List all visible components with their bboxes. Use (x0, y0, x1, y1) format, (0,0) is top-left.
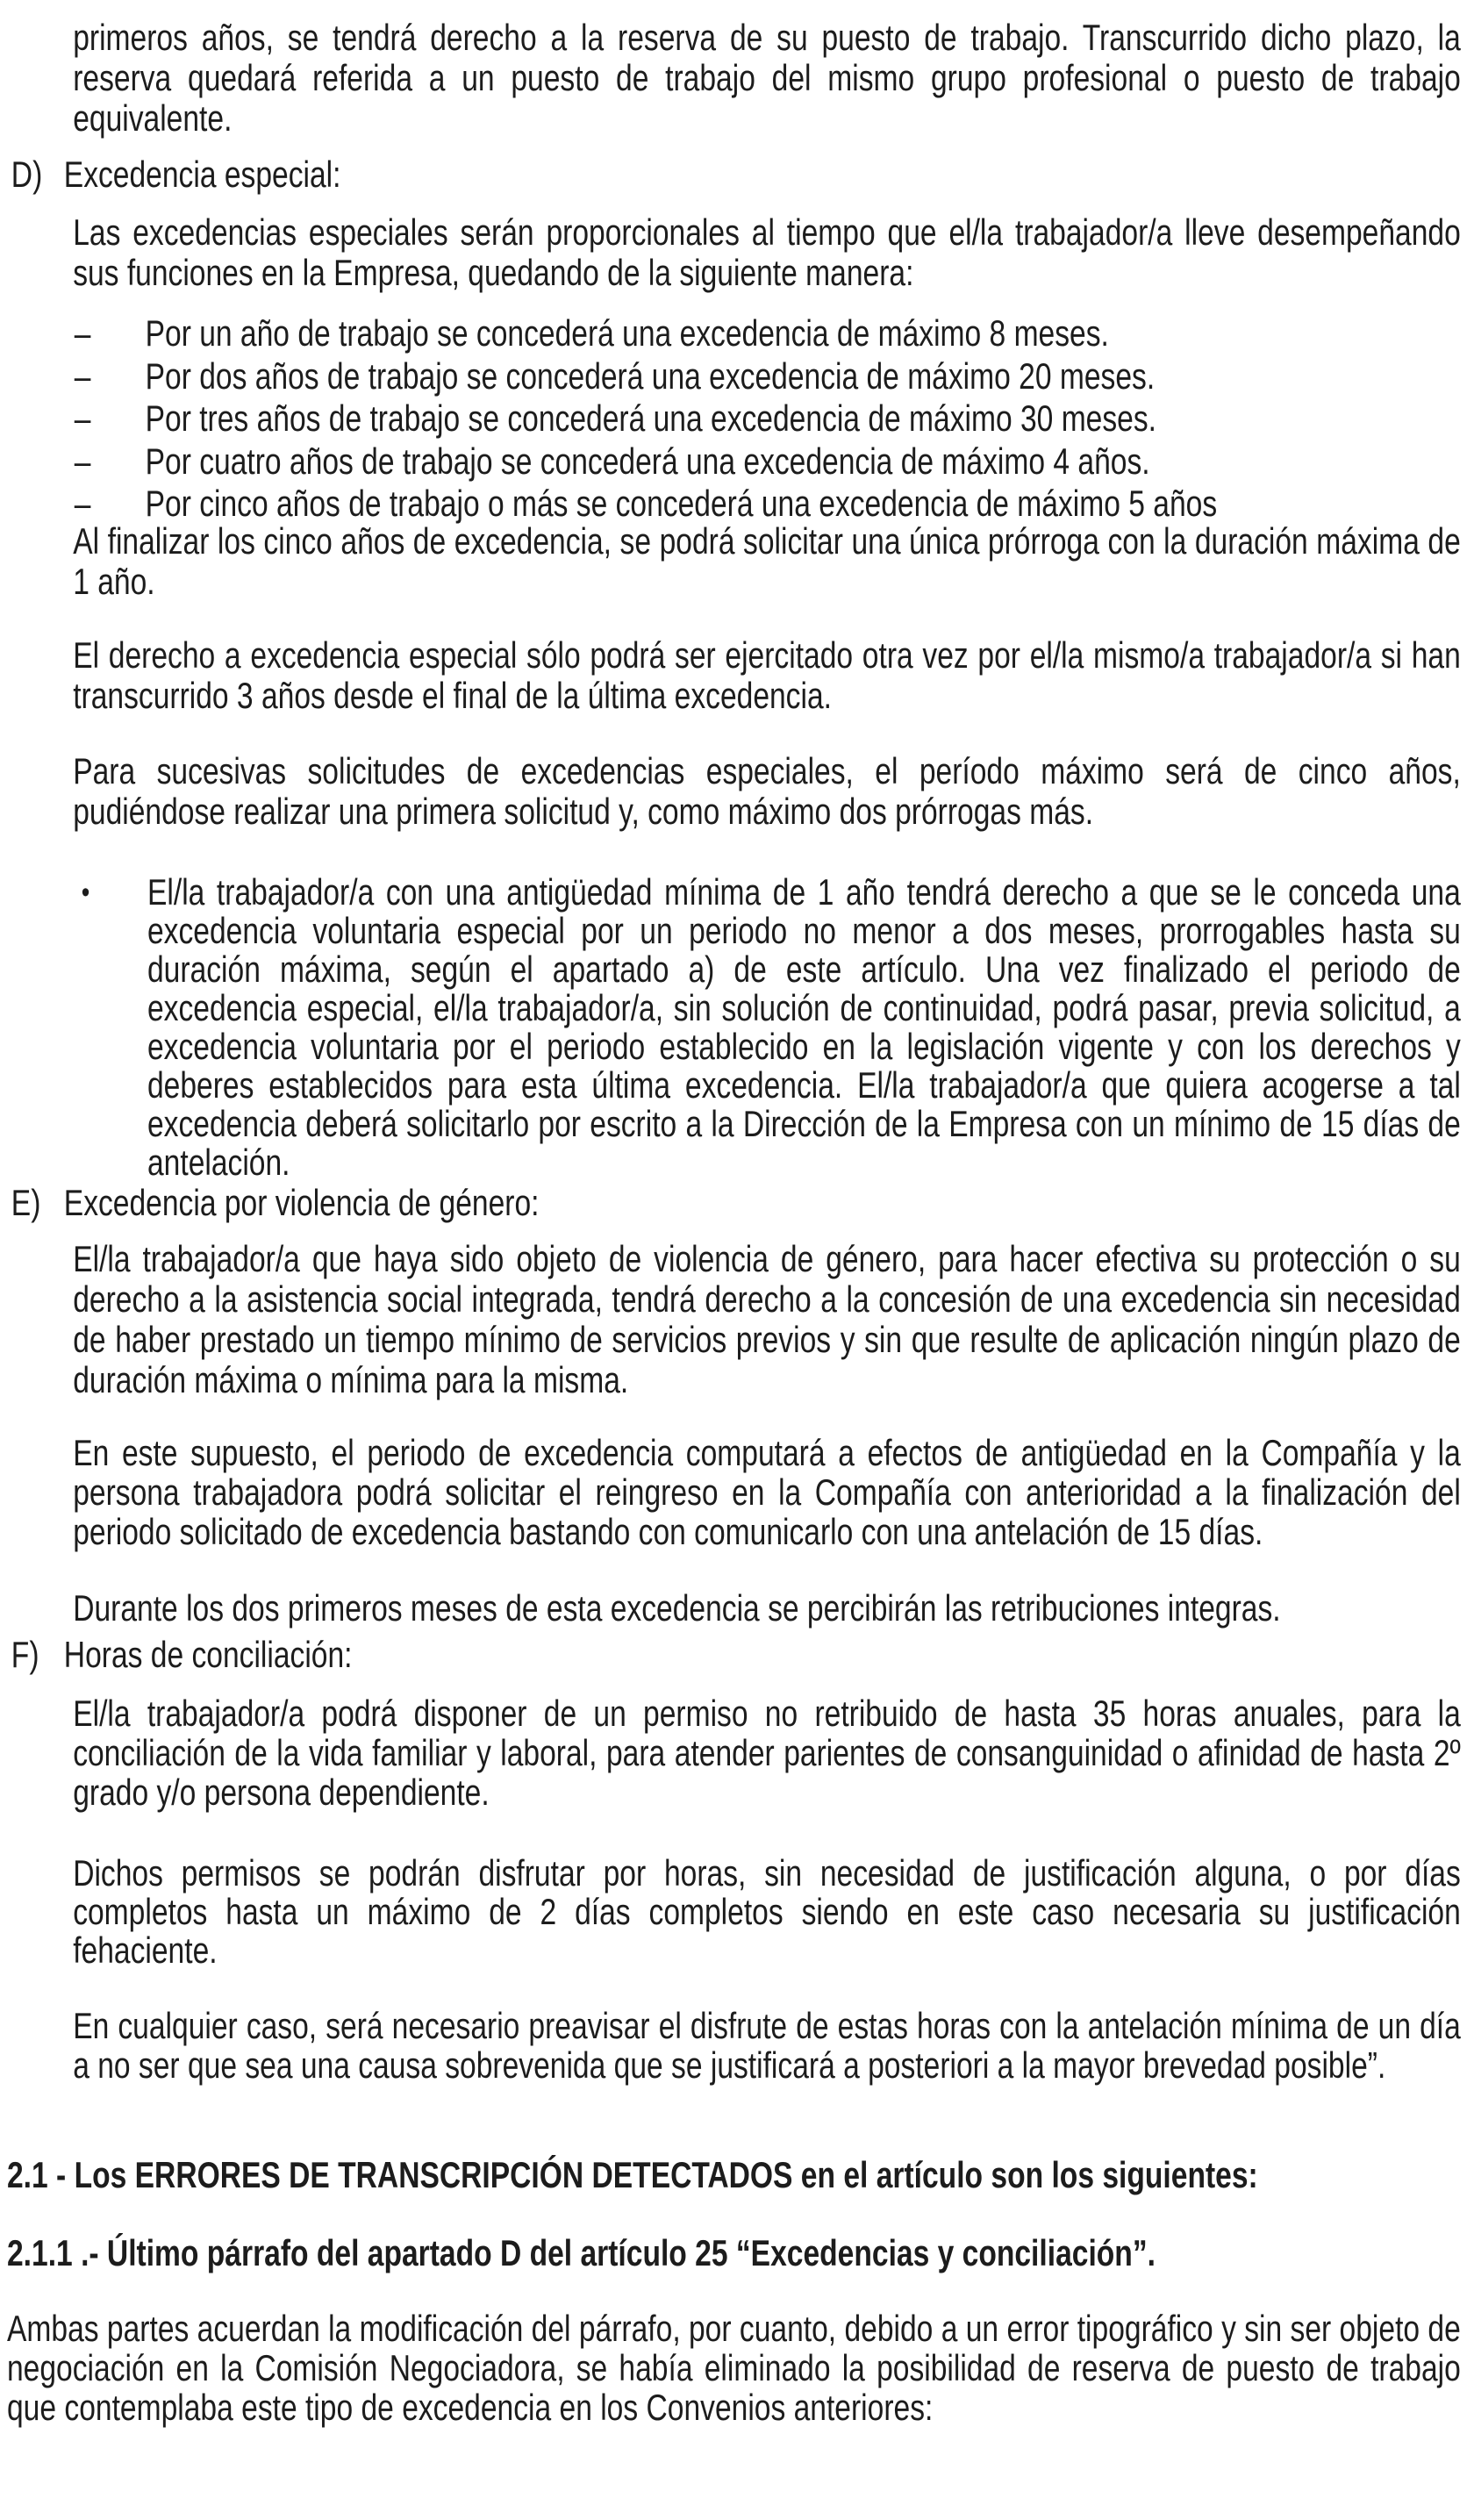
bullet-icon: • (81, 876, 90, 909)
dash-marker: – (74, 440, 91, 482)
section-e-title: Excedencia por violencia de género: (63, 1182, 540, 1223)
dash-marker: – (74, 312, 91, 354)
section-f-heading (11, 1635, 353, 1675)
list-item (75, 483, 1461, 526)
list-item (75, 355, 1461, 398)
list-item (75, 440, 1461, 483)
section-f-paragraph-2: Dichos permisos se podrán disfrutar por horas, sin necesidad de justificación alguna, o por días completos hasta un máximo de 2 días completos siendo en este caso necesaria su justificación fehaciente. (73, 1852, 1461, 1971)
section-d-heading (11, 154, 341, 195)
list-item (75, 312, 1461, 355)
dash-marker: – (74, 397, 91, 439)
section-d-bullet-item (82, 873, 1461, 1182)
section-e-label: E) (11, 1182, 41, 1223)
list-item-text: Por un año de trabajo se concederá una excedencia de máximo 8 meses. (145, 312, 1109, 354)
section-d-paragraph-4: Para sucesivas solicitudes de excedencias especiales, el período máximo será de cinco años, pudiéndose realizar una primera solicitud y, como máximo dos prórrogas más. (73, 750, 1461, 832)
section-e-heading (11, 1183, 540, 1223)
dash-marker: – (74, 354, 91, 397)
section-d-list (75, 312, 1461, 526)
bullet-paragraph: El/la trabajador/a con una antigüedad mínima de 1 año tendrá derecho a que se le conceda una excedencia voluntaria especial por un periodo no menor a dos meses, prorrogables hasta su duración máxima, según el apartado a) de este artículo. Una vez finalizado el periodo de excedencia especial, el/la trabajador/a, sin solución de continuidad, podrá pasar, previa solicitud, a excedencia voluntaria por el periodo establecido en la legislación vigente y con los derechos y deberes establecidos para esta última excedencia. El/la trabajador/a que quiera acogerse a tal excedencia deberá solicitarlo por escrito a la Dirección de la Empresa con un mínimo de 15 días de antelación. (147, 871, 1461, 1183)
list-item-text: Por cinco años de trabajo o más se concederá una excedencia de máximo 5 años (145, 483, 1218, 524)
list-item-text: Por dos años de trabajo se concederá una excedencia de máximo 20 meses. (145, 354, 1156, 397)
heading-2-1: 2.1 - Los ERRORES DE TRANSCRIPCIÓN DETECTADOS en el artículo son los siguientes: (7, 2154, 1258, 2195)
dash-marker: – (74, 483, 91, 524)
list-item (75, 397, 1461, 440)
section-e-paragraph-3: Durante los dos primeros meses de esta excedencia se percibirán las retribuciones integras. (73, 1587, 1281, 1629)
list-item-text: Por cuatro años de trabajo se concederá una excedencia de máximo 4 años. (145, 440, 1150, 482)
list-item-text: Por tres años de trabajo se concederá una excedencia de máximo 30 meses. (145, 397, 1157, 439)
heading-2-1-1: 2.1.1 .- Último párrafo del apartado D del artículo 25 “Excedencias y conciliación”. (7, 2232, 1156, 2273)
section-d-paragraph-1: Las excedencias especiales serán proporcionales al tiempo que el/la trabajador/a lleve desempeñando sus funciones en la Empresa, quedando de la siguiente manera: (73, 211, 1461, 293)
section-d-title: Excedencia especial: (63, 154, 341, 195)
closing-paragraph: Ambas partes acuerdan la modificación del párrafo, por cuanto, debido a un error tipográfico y sin ser objeto de negociación en la Comisión Negociadora, se había eliminado la posibilidad de reserva de puesto de trabajo que contemplaba este tipo de excedencia en los Convenios anteriores: (7, 2308, 1461, 2428)
section-f-label: F) (11, 1634, 39, 1675)
intro-paragraph: primeros años, se tendrá derecho a la reserva de su puesto de trabajo. Transcurrido dicho plazo, la reserva quedará referida a un puesto de trabajo del mismo grupo profesional o puesto de trabajo equivalente. (73, 17, 1461, 139)
section-f-paragraph-3: En cualquier caso, será necesario preavisar el disfrute de estas horas con la antelación mínima de un día a no ser que sea una causa sobrevenida que se justificará a posteriori a la mayor brevedad posible”. (73, 2005, 1461, 2086)
section-e-paragraph-2: En este supuesto, el periodo de excedencia computará a efectos de antigüedad en la Compañía y la persona trabajadora podrá solicitar el reingreso en la Compañía con anterioridad a la finalización del periodo solicitado de excedencia bastando con comunicarlo con una antelación de 15 días. (73, 1432, 1461, 1552)
section-d-paragraph-3: El derecho a excedencia especial sólo podrá ser ejercitado otra vez por el/la mismo/a trabajador/a si han transcurrido 3 años desde el final de la última excedencia. (73, 634, 1461, 716)
section-f-title: Horas de conciliación: (63, 1634, 353, 1675)
section-e-paragraph-1: El/la trabajador/a que haya sido objeto de violencia de género, para hacer efectiva su protección o su derecho a la asistencia social integrada, tendrá derecho a la concesión de una excedencia sin necesidad de haber prestado un tiempo mínimo de servicios previos y sin que resulte de aplicación ningún plazo de duración máxima o mínima para la misma. (73, 1238, 1461, 1400)
section-f-paragraph-1: El/la trabajador/a podrá disponer de un permiso no retribuido de hasta 35 horas anuales, para la conciliación de la vida familiar y laboral, para atender parientes de consanguinidad o afinidad de hasta 2º grado y/o persona dependiente. (73, 1693, 1461, 1813)
section-d-paragraph-2: Al finalizar los cinco años de excedencia, se podrá solicitar una única prórroga con la duración máxima de 1 año. (73, 520, 1461, 602)
section-d-label: D) (11, 154, 43, 195)
